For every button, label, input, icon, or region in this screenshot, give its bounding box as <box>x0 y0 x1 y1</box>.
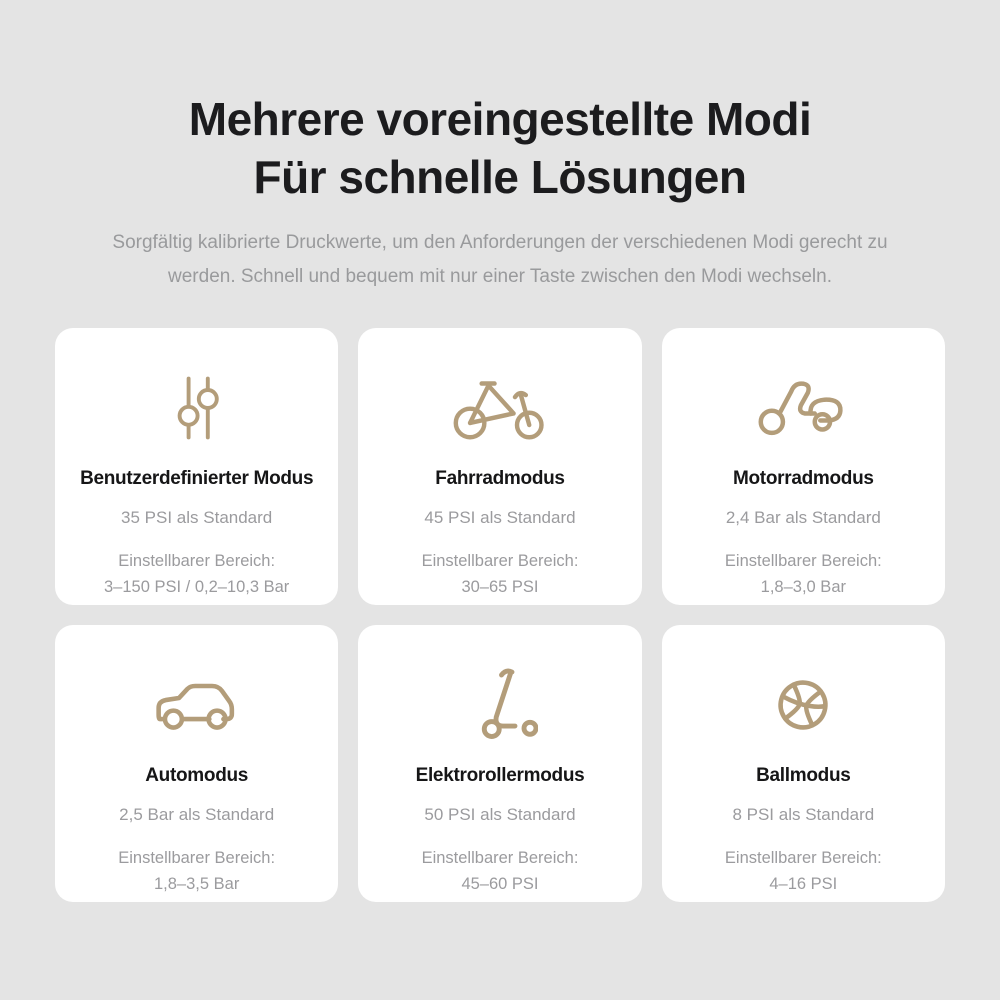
mode-adjustable-range <box>55 548 338 600</box>
mode-default-pressure: 2,5 Bar als Standard <box>119 805 275 824</box>
range-value: 45–60 PSI <box>461 875 539 893</box>
mode-title: Elektrorollermodus <box>415 765 585 786</box>
range-value: 1,8–3,0 Bar <box>760 578 846 596</box>
scooter-icon <box>358 665 641 745</box>
range-label: Einstellbarer Bereich: <box>421 552 579 570</box>
page-subtitle <box>65 226 935 294</box>
motorcycle-icon <box>662 368 945 448</box>
mode-title: Fahrradmodus <box>435 468 565 489</box>
range-value: 1,8–3,5 Bar <box>154 875 240 893</box>
mode-card-car <box>55 625 338 902</box>
page-title-line2: Für schnelle Lösungen <box>253 151 747 203</box>
page-subtitle-line2: werden. Schnell und bequem mit nur einer Taste zwischen den Modi wechseln. <box>168 266 832 287</box>
mode-default-pressure: 8 PSI als Standard <box>732 805 875 824</box>
range-value: 30–65 PSI <box>461 578 539 596</box>
basketball-icon <box>662 665 945 745</box>
page-title-line1: Mehrere voreingestellte Modi <box>188 93 812 145</box>
mode-card-ball <box>662 625 945 902</box>
mode-default-pressure: 50 PSI als Standard <box>424 805 576 824</box>
mode-card-scooter <box>358 625 641 902</box>
mode-default-pressure: 35 PSI als Standard <box>121 508 273 527</box>
mode-default-pressure: 2,4 Bar als Standard <box>725 508 881 527</box>
range-label: Einstellbarer Bereich: <box>118 552 276 570</box>
mode-card-bicycle <box>358 328 641 605</box>
bicycle-icon <box>358 368 641 448</box>
sliders-icon <box>55 368 338 448</box>
range-label: Einstellbarer Bereich: <box>724 552 882 570</box>
mode-title: Benutzerdefinierter Modus <box>80 468 314 489</box>
page-subtitle-line1: Sorgfältig kalibrierte Druckwerte, um den Anforderungen der verschiedenen Modi gerecht zu <box>112 232 888 253</box>
header <box>0 0 1000 294</box>
modes-grid <box>55 328 945 902</box>
mode-adjustable-range <box>358 548 641 600</box>
range-label: Einstellbarer Bereich: <box>724 849 882 867</box>
mode-title: Motorradmodus <box>732 468 874 489</box>
range-value: 3–150 PSI / 0,2–10,3 Bar <box>104 578 290 596</box>
car-icon <box>55 665 338 745</box>
mode-default-pressure: 45 PSI als Standard <box>424 508 576 527</box>
mode-adjustable-range <box>662 845 945 897</box>
page-title <box>0 90 1000 206</box>
mode-adjustable-range <box>358 845 641 897</box>
range-label: Einstellbarer Bereich: <box>118 849 276 867</box>
mode-card-custom <box>55 328 338 605</box>
mode-card-motorcycle <box>662 328 945 605</box>
mode-title: Automodus <box>145 765 249 786</box>
mode-adjustable-range <box>662 548 945 600</box>
mode-adjustable-range <box>55 845 338 897</box>
range-value: 4–16 PSI <box>769 875 838 893</box>
mode-title: Ballmodus <box>756 765 851 786</box>
range-label: Einstellbarer Bereich: <box>421 849 579 867</box>
